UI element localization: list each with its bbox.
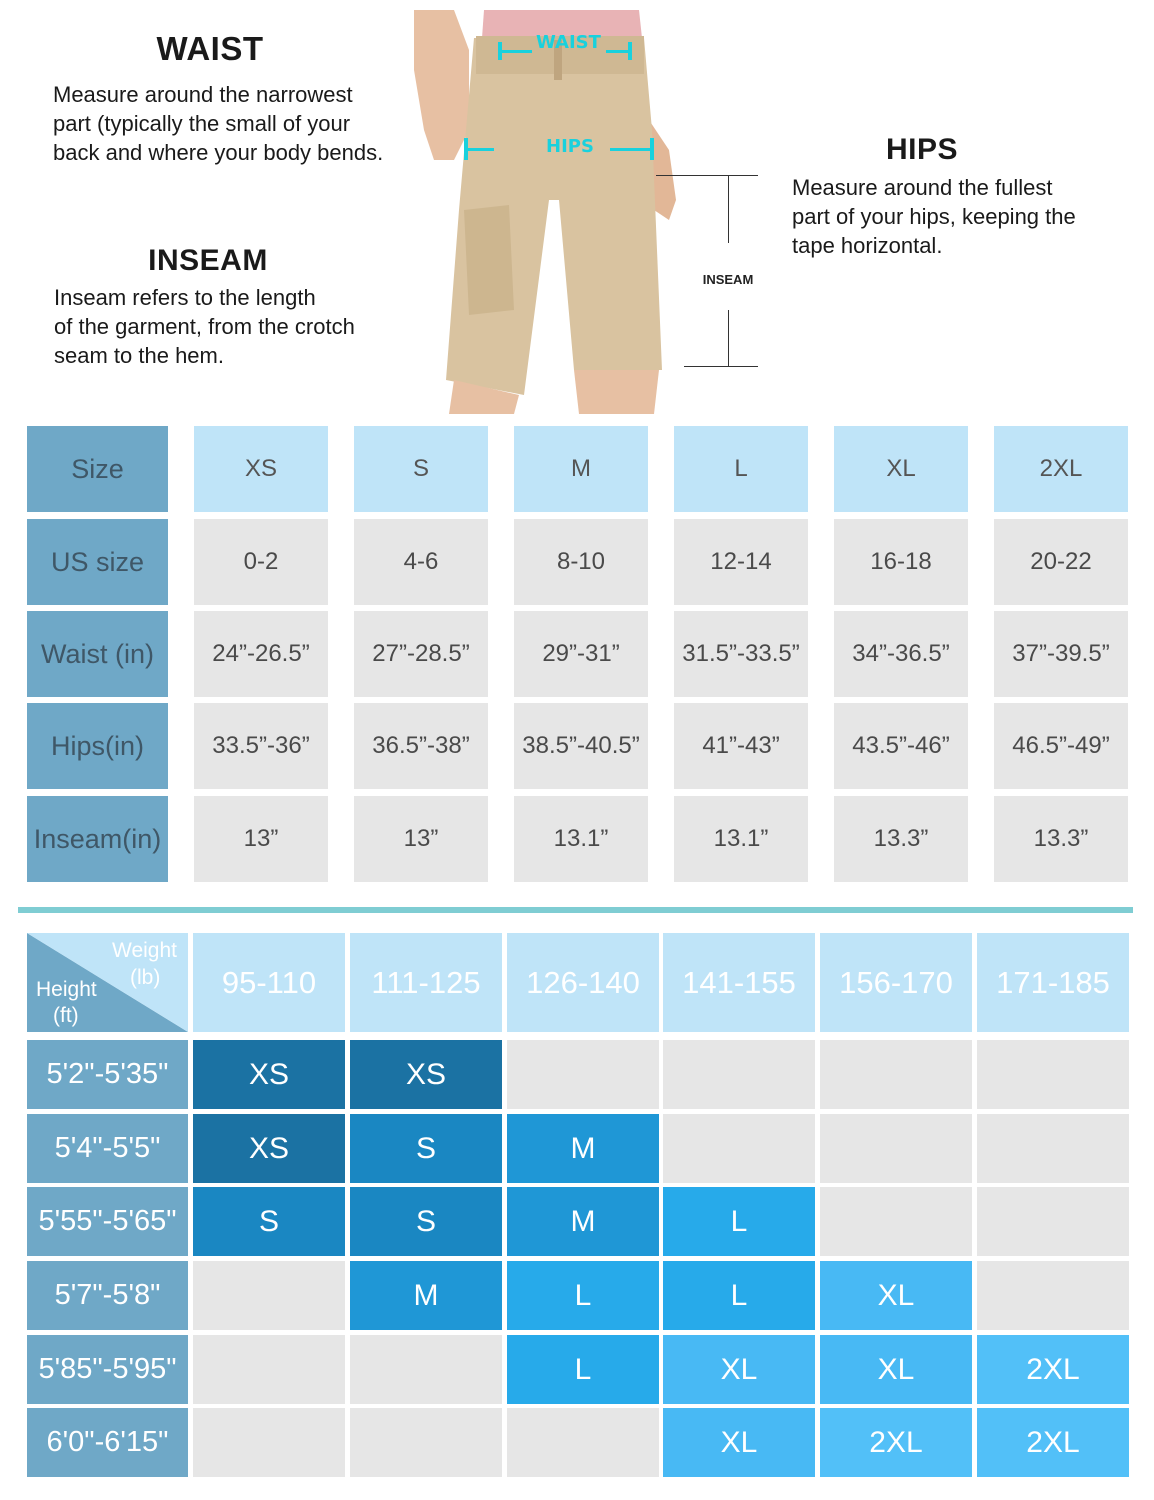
- empty-cell: [507, 1408, 659, 1477]
- inseam-description: [54, 283, 414, 370]
- hips-tape-left-bar: [464, 148, 494, 151]
- row-header-inseam: Inseam(in): [27, 796, 168, 882]
- us-size-cell: 0-2: [194, 519, 328, 605]
- weight-header: 141-155: [663, 933, 815, 1032]
- waist-cell: 31.5”-33.5”: [674, 611, 808, 697]
- recommended-size-cell: XS: [193, 1114, 345, 1183]
- inseam-lower-line: [728, 310, 729, 367]
- height-header: 5'4"-5'5": [27, 1114, 188, 1183]
- recommended-size-cell: L: [507, 1335, 659, 1404]
- empty-cell: [663, 1114, 815, 1183]
- us-size-cell: 20-22: [994, 519, 1128, 605]
- weight-header: 111-125: [350, 933, 502, 1032]
- row-header-us-size: US size: [27, 519, 168, 605]
- fit-chart-corner: [27, 933, 188, 1032]
- hips-cell: 46.5”-49”: [994, 703, 1128, 789]
- hips-cell: 36.5”-38”: [354, 703, 488, 789]
- inseam-cell: 13.1”: [674, 796, 808, 882]
- size-col-xs: XS: [194, 426, 328, 512]
- weight-header: 95-110: [193, 933, 345, 1032]
- size-col-xl: XL: [834, 426, 968, 512]
- height-header: 5'2"-5'35": [27, 1040, 188, 1109]
- hips-cell: 33.5”-36”: [194, 703, 328, 789]
- size-col-m: M: [514, 426, 648, 512]
- empty-cell: [193, 1335, 345, 1404]
- empty-cell: [820, 1187, 972, 1256]
- hips-tape-right: [650, 138, 654, 160]
- recommended-size-cell: L: [507, 1261, 659, 1330]
- empty-cell: [663, 1040, 815, 1109]
- empty-cell: [820, 1114, 972, 1183]
- empty-cell: [193, 1261, 345, 1330]
- recommended-size-cell: M: [507, 1187, 659, 1256]
- inseam-line-2: of the garment, from the crotch: [54, 314, 355, 339]
- recommended-size-cell: XS: [193, 1040, 345, 1109]
- inseam-cell: 13.3”: [834, 796, 968, 882]
- waist-cell: 29”-31”: [514, 611, 648, 697]
- recommended-size-cell: L: [663, 1187, 815, 1256]
- weight-header: 126-140: [507, 933, 659, 1032]
- waist-heading: WAIST: [156, 30, 264, 67]
- row-header-waist: Waist (in): [27, 611, 168, 697]
- recommended-size-cell: S: [350, 1187, 502, 1256]
- hips-tape-right-bar: [610, 148, 652, 151]
- waist-tape-right: [628, 42, 632, 60]
- inseam-cell: 13.3”: [994, 796, 1128, 882]
- recommended-size-cell: XL: [663, 1408, 815, 1477]
- empty-cell: [350, 1408, 502, 1477]
- waist-cell: 34”-36.5”: [834, 611, 968, 697]
- recommended-size-cell: 2XL: [820, 1408, 972, 1477]
- hips-cell: 43.5”-46”: [834, 703, 968, 789]
- hips-line-1: Measure around the fullest: [792, 175, 1053, 200]
- inseam-bottom-tick: [684, 366, 758, 367]
- recommended-size-cell: XS: [350, 1040, 502, 1109]
- shorts-product-image: [414, 10, 676, 414]
- recommended-size-cell: XL: [820, 1335, 972, 1404]
- empty-cell: [977, 1261, 1129, 1330]
- empty-cell: [820, 1040, 972, 1109]
- empty-cell: [350, 1335, 502, 1404]
- corner-weight-label: Weight: [112, 939, 177, 962]
- weight-header: 171-185: [977, 933, 1129, 1032]
- inseam-cell: 13.1”: [514, 796, 648, 882]
- section-divider: [18, 907, 1133, 913]
- waist-line-3: back and where your body bends.: [53, 140, 384, 165]
- inseam-heading: INSEAM: [148, 244, 268, 277]
- inseam-line-3: seam to the hem.: [54, 343, 224, 368]
- empty-cell: [977, 1040, 1129, 1109]
- hips-line-3: tape horizontal.: [792, 233, 943, 258]
- size-col-2xl: 2XL: [994, 426, 1128, 512]
- us-size-cell: 16-18: [834, 519, 968, 605]
- recommended-size-cell: S: [350, 1114, 502, 1183]
- recommended-size-cell: M: [507, 1114, 659, 1183]
- row-header-size: Size: [27, 426, 168, 512]
- recommended-size-cell: XL: [820, 1261, 972, 1330]
- hips-overlay-label: HIPS: [546, 136, 594, 157]
- empty-cell: [507, 1040, 659, 1109]
- weight-header: 156-170: [820, 933, 972, 1032]
- waist-tape-left-bar: [498, 50, 532, 53]
- row-header-hips: Hips(in): [27, 703, 168, 789]
- waist-cell: 27”-28.5”: [354, 611, 488, 697]
- hips-heading: HIPS: [885, 133, 959, 166]
- us-size-cell: 8-10: [514, 519, 648, 605]
- shorts-illustration: [414, 10, 676, 414]
- hips-description: [792, 173, 1132, 260]
- waist-cell: 24”-26.5”: [194, 611, 328, 697]
- inseam-top-tick: [656, 175, 758, 176]
- hips-cell: 38.5”-40.5”: [514, 703, 648, 789]
- waist-description: [53, 80, 413, 167]
- recommended-size-cell: 2XL: [977, 1408, 1129, 1477]
- size-col-s: S: [354, 426, 488, 512]
- recommended-size-cell: XL: [663, 1335, 815, 1404]
- corner-height-label: Height: [36, 978, 97, 1001]
- us-size-cell: 4-6: [354, 519, 488, 605]
- height-header: 5'7"-5'8": [27, 1261, 188, 1330]
- empty-cell: [193, 1408, 345, 1477]
- recommended-size-cell: L: [663, 1261, 815, 1330]
- empty-cell: [977, 1187, 1129, 1256]
- corner-weight-unit: (lb): [130, 966, 161, 989]
- inseam-cell: 13”: [194, 796, 328, 882]
- waist-line-2: part (typically the small of your: [53, 111, 351, 136]
- recommended-size-cell: 2XL: [977, 1335, 1129, 1404]
- inseam-cell: 13”: [354, 796, 488, 882]
- corner-height-unit: (ft): [53, 1004, 79, 1027]
- waist-line-1: Measure around the narrowest: [53, 82, 353, 107]
- recommended-size-cell: S: [193, 1187, 345, 1256]
- size-col-l: L: [674, 426, 808, 512]
- height-header: 6'0"-6'15": [27, 1408, 188, 1477]
- hips-cell: 41”-43”: [674, 703, 808, 789]
- waist-cell: 37”-39.5”: [994, 611, 1128, 697]
- inseam-upper-line: [728, 175, 729, 243]
- hips-line-2: part of your hips, keeping the: [792, 204, 1076, 229]
- recommended-size-cell: M: [350, 1261, 502, 1330]
- empty-cell: [977, 1114, 1129, 1183]
- waist-tape-right-bar: [606, 50, 630, 53]
- height-header: 5'55"-5'65": [27, 1187, 188, 1256]
- inseam-overlay-label: INSEAM: [702, 272, 754, 287]
- waist-overlay-label: WAIST: [536, 32, 601, 53]
- height-header: 5'85"-5'95": [27, 1335, 188, 1404]
- us-size-cell: 12-14: [674, 519, 808, 605]
- inseam-line-1: Inseam refers to the length: [54, 285, 316, 310]
